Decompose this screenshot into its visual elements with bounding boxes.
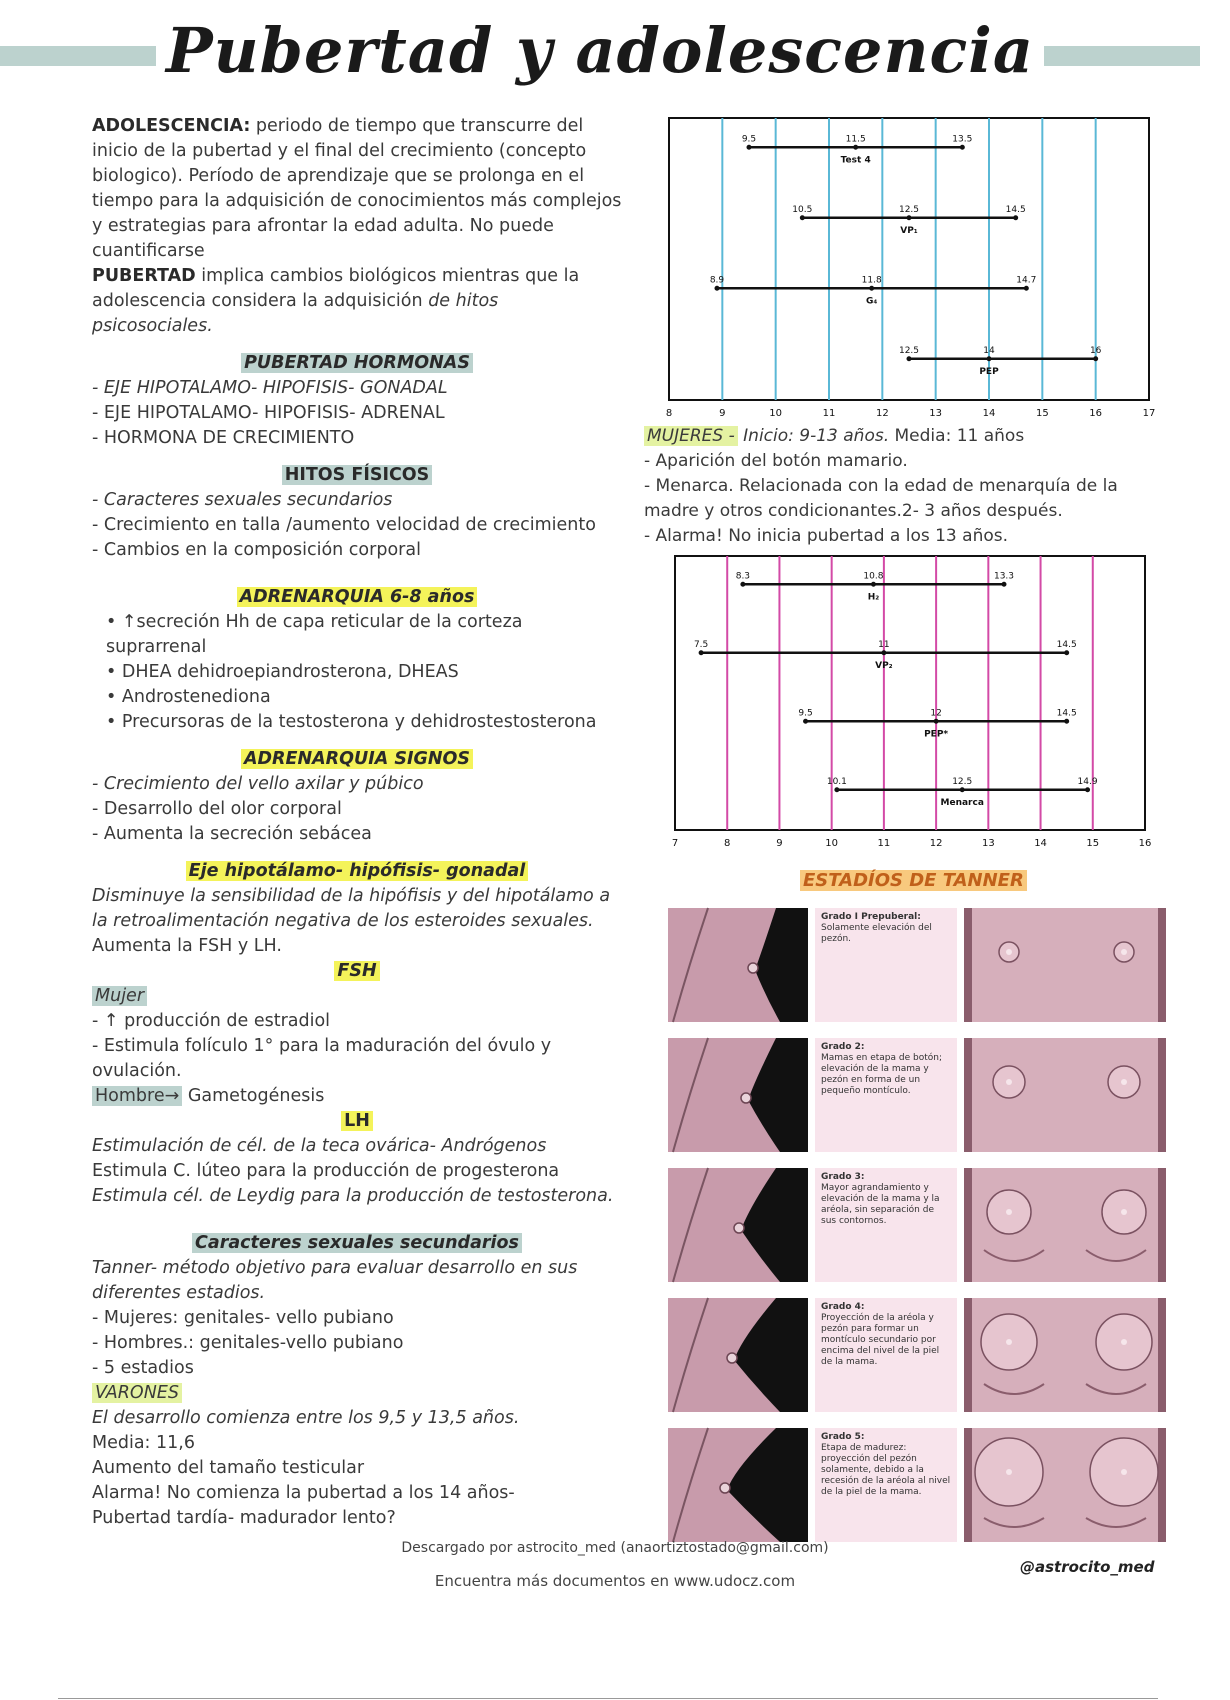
range-point [960,787,965,792]
x-tick-label: 10 [769,408,783,419]
adolescencia-paragraph: ADOLESCENCIA: periodo de tiempo que transcurre del inicio de la pubertad y el final del crecimiento (concepto biologico). Período de aprendizaje que se prolonga en el tiempo para la adquisición de conocimientos más complejos y estrategias para afrontar la edad adulta. No puede cuantificarse [92,116,622,261]
breast-front-drawing [964,1428,1166,1542]
tanner-front-photo [964,1168,1166,1282]
left-column [92,114,622,1531]
x-tick-label: 17 [1142,408,1156,419]
range-point [1085,787,1090,792]
value-label: 10.5 [792,204,813,215]
x-tick-label: 15 [1035,408,1049,419]
x-tick-label: 15 [1086,838,1100,849]
range-point [1093,356,1098,361]
x-tick-label: 12 [875,408,889,419]
value-label: 11.5 [845,134,866,145]
tanner-grade: Grado 3: [821,1172,865,1182]
list-item: - EJE HIPOTALAMO- HIPOFISIS- ADRENAL [92,403,445,423]
breast-side-drawing [668,1428,808,1542]
tanner-description [815,1038,957,1152]
tanner-front-photo [964,1428,1166,1542]
list-item: - Caracteres sexuales secundarios [92,490,393,510]
value-label: 8.3 [735,571,751,582]
breast-side-drawing [668,1038,808,1152]
list-item: • ↑secreción Hh de capa reticular de la corteza suprarrenal [106,610,622,660]
tanner-front-photo [964,908,1166,1022]
hombre-line: Hombre→ Gametogénesis [92,1084,622,1109]
tanner-description [815,1298,957,1412]
x-tick-label: 14 [1034,838,1047,849]
list-item: • Precursoras de la testosterona y dehidrostestosterona [106,710,622,735]
series-label: Menarca [940,797,984,808]
x-tick-label: 16 [1089,408,1103,419]
tanner-row [668,908,1166,1022]
chart-mujeres [670,554,1150,852]
tanner-front-photo [964,1038,1166,1152]
caracteres-heading: Caracteres sexuales secundarios [92,1231,622,1256]
list-item: Aumento del tamaño testicular [92,1458,365,1478]
list-item: Estimulación de cél. de la teca ovárica- Andrógenos [92,1136,547,1156]
range-point [1064,650,1069,655]
tanner-text: Solamente elevación del pezón. [821,923,932,944]
range-point [934,719,939,724]
tanner-side-photo [668,1298,808,1412]
value-label: 14.5 [1056,639,1077,650]
list-item: - Hombres.: genitales-vello pubiano [92,1333,404,1353]
list-item: - ↑ producción de estradiol [92,1011,331,1031]
tanner-text: Mamas en etapa de botón; elevación de la mama y pezón en forma de un pequeño montículo. [821,1053,942,1096]
breast-front-drawing [964,1168,1166,1282]
value-label: 8.9 [709,275,725,286]
value-label: 7.5 [693,639,709,650]
value-label: 14.9 [1077,776,1098,787]
x-tick-label: 8 [665,408,673,419]
range-point [1064,719,1069,724]
list-item: - Aumenta la secreción sebácea [92,824,372,844]
footer-download: Descargado por astrocito_med (anaortiztostado@gmail.com) [401,1540,829,1556]
mujeres-header: MUJERES - Inicio: 9-13 años. Media: 11 años [644,424,1164,449]
x-tick-label: 13 [981,838,995,849]
tanner-side-photo [668,1168,808,1282]
adrenarquia-heading: ADRENARQUIA 6-8 años [92,585,622,610]
list-item: - Estimula folículo 1° para la maduración del óvulo y ovulación. [92,1036,552,1081]
x-tick-label: 13 [929,408,943,419]
mujer-label: Mujer [92,984,622,1009]
tanner-description [815,1428,957,1542]
value-label: 9.5 [798,708,813,719]
tanner-side-photo [668,1428,808,1542]
series-label: VP₁ [900,225,918,236]
breast-side-drawing [668,1298,808,1412]
x-tick-label: 11 [877,838,891,849]
series-label: VP₂ [875,660,893,671]
list-item: Media: 11,6 [92,1433,195,1453]
tanner-grade: Grado 2: [821,1042,865,1052]
range-point [1002,582,1007,587]
value-label: 12.5 [898,204,920,215]
varones-heading: VARONES [92,1381,622,1406]
breast-side-drawing [668,908,808,1022]
x-tick-label: 7 [671,838,679,849]
pubertad-paragraph: PUBERTAD implica cambios biológicos mientras que la adolescencia considera la adquisición de hitos psicosociales. [92,266,580,336]
list-item: - Aparición del botón mamario. [644,451,908,471]
tanner-grade: Grado 5: [821,1432,865,1442]
tanner-side-photo [668,1038,808,1152]
value-label: 12.5 [898,345,920,356]
tanner-grade: Grado I Prepuberal: [821,912,921,922]
list-item: Alarma! No comienza la pubertad a los 14 años- [92,1483,515,1503]
range-point [869,286,874,291]
tanner-text: Mayor agrandamiento y elevación de la mama y la aréola, sin separación de sus contornos. [821,1183,940,1226]
list-item: - Mujeres: genitales- vello pubiano [92,1308,394,1328]
x-tick-label: 11 [822,408,836,419]
value-label: 11 [878,639,890,650]
range-point [1024,286,1029,291]
eje-heading: Eje hipotálamo- hipófisis- gonadal [92,859,622,884]
tanner-grade: Grado 4: [821,1302,865,1312]
list-item: Pubertad tardía- madurador lento? [92,1508,396,1528]
value-label: 13.5 [952,134,973,145]
x-tick-label: 10 [825,838,839,849]
breast-front-drawing [964,1298,1166,1412]
list-item: Estimula C. lúteo para la producción de progesterona [92,1161,560,1181]
fsh-heading: FSH [92,959,622,984]
tanner-description [815,1168,957,1282]
signature: @astrocito_med [1020,1558,1155,1576]
mujeres-text [644,424,1164,549]
x-tick-label: 16 [1138,838,1152,849]
list-item: - Crecimiento en talla /aumento velocidad de crecimiento [92,515,596,535]
range-point [747,145,752,150]
value-label: 10.8 [863,571,884,582]
chart-mujeres-svg [670,554,1150,852]
list-item: Estimula cél. de Leydig para la producción de testosterona. [92,1186,614,1206]
value-label: 12 [930,708,942,719]
x-tick-label: 14 [982,408,996,419]
series-label: G₄ [865,296,878,307]
range-point [907,356,912,361]
tanner-title: ESTADÍOS DE TANNER [800,870,1027,891]
hitos-heading: HITOS FÍSICOS [92,463,622,488]
breast-front-drawing [964,908,1166,1022]
list-item: - Menarca. Relacionada con la edad de menarquía de la madre y otros condicionantes.2- 3 años después. [644,476,1118,521]
breast-front-drawing [964,1038,1166,1152]
list-item: Tanner- método objetivo para evaluar desarrollo en sus diferentes estadios. [92,1258,578,1303]
range-point [834,787,839,792]
x-tick-label: 9 [776,838,783,849]
value-label: 13.3 [993,571,1015,582]
tanner-row [668,1298,1166,1412]
page-title: Pubertad y adolescencia [0,14,1200,87]
value-label: 14.7 [1016,275,1037,286]
signos-heading: ADRENARQUIA SIGNOS [92,747,622,772]
range-point [800,215,805,220]
tanner-row [668,1428,1166,1542]
list-item: El desarrollo comienza entre los 9,5 y 13,5 años. [92,1408,520,1428]
tanner-row [668,1038,1166,1152]
value-label: 11.8 [861,275,882,286]
list-item: - Cambios en la composición corporal [92,540,421,560]
eje-text: Disminuye la sensibilidad de la hipófisis y del hipotálamo a la retroalimentación negativa de los esteroides sexuales. [92,886,611,931]
eje-text-2: Aumenta la FSH y LH. [92,936,282,956]
tanner-text: Etapa de madurez: proyección del pezón solamente, debido a la recesión de la aréola al nivel de la piel de la mama. [821,1443,951,1497]
tanner-description [815,908,957,1022]
list-item: - Crecimiento del vello axilar y púbico [92,774,424,794]
list-item: - EJE HIPOTALAMO- HIPOFISIS- GONADAL [92,378,448,398]
value-label: 9.5 [741,134,757,145]
tanner-row [668,1168,1166,1282]
range-point [871,582,876,587]
x-tick-label: 8 [724,838,731,849]
x-tick-label: 12 [929,838,943,849]
list-item: - 5 estadios [92,1358,194,1378]
list-item: - Desarrollo del olor corporal [92,799,342,819]
tanner-side-photo [668,908,808,1022]
range-point [740,582,745,587]
range-point [960,145,965,150]
list-item: • DHEA dehidroepiandrosterona, DHEAS [106,660,622,685]
adrenarquia-list [92,610,622,735]
series-label: Test 4 [840,155,871,166]
hormonas-heading: PUBERTAD HORMONAS [92,351,622,376]
list-item: - HORMONA DE CRECIMIENTO [92,428,355,448]
value-label: 12.5 [952,776,973,787]
value-label: 14.5 [1005,204,1026,215]
range-point [803,719,808,724]
list-item: • Androstenediona [106,685,622,710]
bottom-divider [58,1698,1158,1699]
value-label: 14.5 [1056,708,1077,719]
tanner-text: Proyección de la aréola y pezón para formar un montículo secundario por encima del nivel de la piel de la mama. [821,1313,940,1367]
range-point [1013,215,1018,220]
series-label: PEP* [924,729,949,740]
breast-side-drawing [668,1168,808,1282]
range-point [853,145,858,150]
lh-heading: LH [92,1109,622,1134]
range-point [987,356,992,361]
value-label: 16 [1089,345,1102,356]
value-label: 14 [983,345,995,356]
range-point [715,286,720,291]
range-point [881,650,886,655]
chart-varones [664,116,1154,422]
list-item: - Alarma! No inicia pubertad a los 13 años. [644,526,1009,546]
chart-varones-svg [664,116,1154,422]
series-label: H₂ [867,592,880,603]
series-label: PEP [979,366,999,377]
range-point [699,650,704,655]
value-label: 10.1 [826,776,847,787]
footer-more: Encuentra más documentos en www.udocz.com [434,1572,796,1590]
range-point [907,215,912,220]
tanner-front-photo [964,1298,1166,1412]
x-tick-label: 9 [719,408,726,419]
